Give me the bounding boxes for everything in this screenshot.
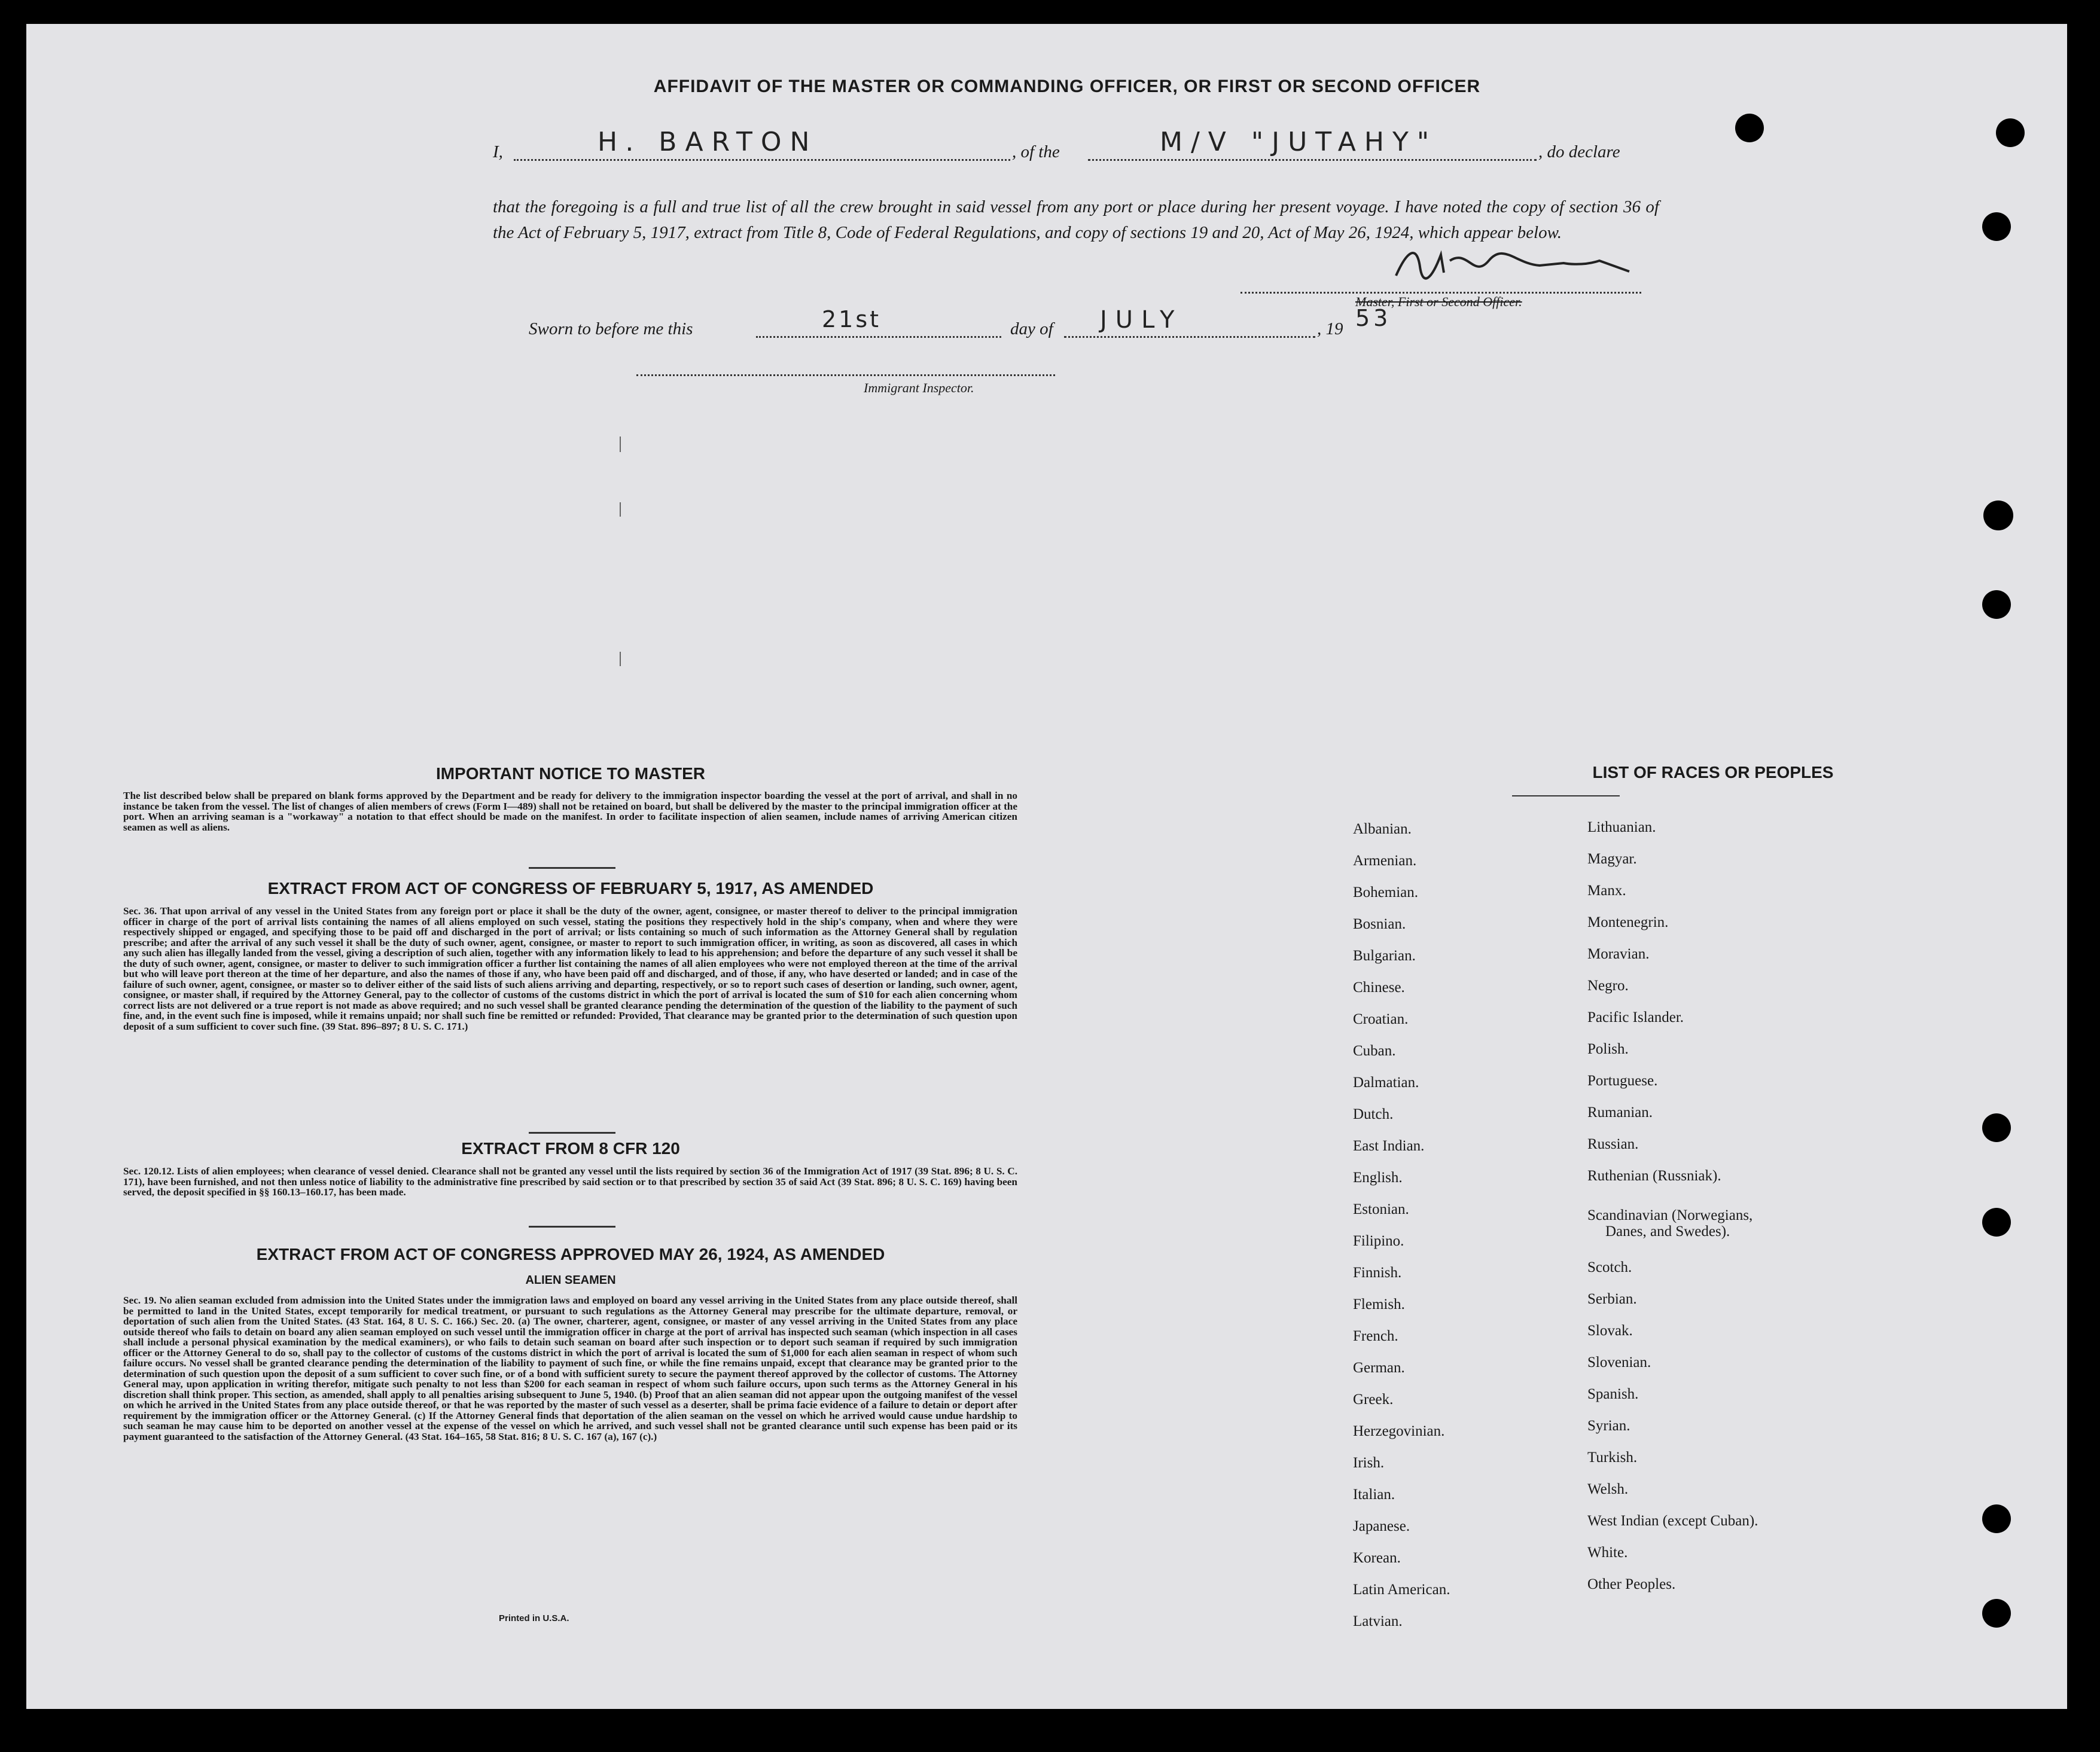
binder-hole bbox=[1982, 1113, 2011, 1142]
race-item: Italian. bbox=[1353, 1487, 1395, 1503]
year-label: , 19 bbox=[1317, 319, 1343, 338]
binder-hole bbox=[1983, 500, 2013, 530]
master-name-field[interactable] bbox=[514, 127, 1010, 161]
binder-hole bbox=[1735, 114, 1764, 142]
sworn-month-value: JULY bbox=[1100, 306, 1183, 334]
race-item: Cuban. bbox=[1353, 1043, 1396, 1059]
race-item: Welsh. bbox=[1587, 1481, 1629, 1497]
sworn-day-field[interactable] bbox=[756, 306, 1001, 338]
race-item: Dutch. bbox=[1353, 1106, 1394, 1122]
race-item: English. bbox=[1353, 1170, 1403, 1186]
race-item: Herzegovinian. bbox=[1353, 1423, 1445, 1439]
document-page bbox=[26, 24, 2067, 1709]
race-item: Danes, and Swedes). bbox=[1605, 1223, 1730, 1240]
race-item: Ruthenian (Russniak). bbox=[1587, 1168, 1721, 1184]
race-item: Russian. bbox=[1587, 1136, 1639, 1152]
race-item: Negro. bbox=[1587, 978, 1629, 994]
sworn-day-value: 21st bbox=[822, 306, 882, 332]
race-item: Serbian. bbox=[1587, 1291, 1637, 1307]
race-item: Estonian. bbox=[1353, 1201, 1409, 1217]
race-item: Pacific Islander. bbox=[1587, 1009, 1684, 1025]
race-item: Latin American. bbox=[1353, 1582, 1450, 1598]
vessel-name-value: M/V "JUTAHY" bbox=[1160, 127, 1438, 157]
race-item: Montenegrin. bbox=[1587, 914, 1669, 930]
race-item: German. bbox=[1353, 1360, 1405, 1376]
extract-1924-title: EXTRACT FROM ACT OF CONGRESS APPROVED MAY 26, 1924, AS AMENDED bbox=[256, 1245, 885, 1263]
race-item: Portuguese. bbox=[1587, 1073, 1658, 1089]
section-divider bbox=[529, 1132, 615, 1134]
race-item: Irish. bbox=[1353, 1455, 1385, 1471]
races-title: LIST OF RACES OR PEOPLES bbox=[1592, 763, 1834, 782]
race-item: Moravian. bbox=[1587, 946, 1650, 962]
race-item: Filipino. bbox=[1353, 1233, 1404, 1249]
race-item: White. bbox=[1587, 1545, 1628, 1561]
binder-hole bbox=[1982, 1504, 2011, 1533]
race-item: Finnish. bbox=[1353, 1265, 1402, 1281]
binder-hole bbox=[1982, 590, 2011, 619]
race-item: Bohemian. bbox=[1353, 884, 1419, 901]
signature-field[interactable] bbox=[1241, 268, 1641, 294]
signature-mark bbox=[1384, 243, 1635, 285]
race-item: Syrian. bbox=[1587, 1418, 1630, 1434]
race-item: Dalmatian. bbox=[1353, 1075, 1419, 1091]
fold-mark bbox=[620, 652, 621, 666]
race-item: Bosnian. bbox=[1353, 916, 1406, 932]
notice-title: IMPORTANT NOTICE TO MASTER bbox=[435, 764, 706, 783]
section-divider bbox=[529, 1226, 615, 1228]
sworn-month-field[interactable] bbox=[1064, 306, 1315, 338]
binder-hole bbox=[1982, 212, 2011, 241]
fold-mark bbox=[620, 437, 621, 452]
pronoun-label: I, bbox=[493, 142, 503, 161]
binder-hole bbox=[1982, 1208, 2011, 1237]
year-value: 53 bbox=[1355, 305, 1392, 331]
race-item: Chinese. bbox=[1353, 979, 1405, 996]
race-item: French. bbox=[1353, 1328, 1398, 1344]
race-item: Latvian. bbox=[1353, 1613, 1403, 1629]
race-item: Flemish. bbox=[1353, 1296, 1405, 1313]
race-item: Bulgarian. bbox=[1353, 948, 1416, 964]
race-item: Korean. bbox=[1353, 1550, 1401, 1566]
do-declare-label: , do declare bbox=[1538, 142, 1620, 161]
race-item: Armenian. bbox=[1353, 853, 1417, 869]
race-item: Croatian. bbox=[1353, 1011, 1409, 1027]
inspector-label: Immigrant Inspector. bbox=[864, 380, 974, 395]
extract-1917-text: Sec. 36. That upon arrival of any vessel in the United States from any foreign port or place it shall be the duty of the owner, agent, consignee, or master thereof to deliver to the principal immigration officer in charge of the port of arrival lists containing the names of all aliens employed on such vessel, stating the positions they respectively hold in the ship's company, when and where they were respectively shipped or engaged, and specifying those to be paid off and discharged in the port of arrival; or lists containing so much of such information as the Attorney General shall by regulation prescribe; and after the arrival of any such vessel it shall be the duty of such owner, agent, consignee, or master to report to such immigration officer, in writing, as soon as discovered, all cases in which any such alien has illegally landed from the vessel, giving a description of such alien, together with any information likely to lead to his apprehension; and before the departure of any such vessel it shall be the duty of such owner, agent, consignee, or master to deliver to such immigration officer a further list containing the names of all alien employees who were not employed thereon at the time of the arrival but who will leave port thereon at the time of her departure, and also the names of those if any, who have been paid off and discharged, and of those, if any, who have deserted or landed; and in case of the failure of such owner, agent, consignee, or master so to deliver either of the said lists of such aliens arriving and departing, respectively, or so to report such cases of desertion or landing, such owner, agent, consignee, or master shall, if required by the Attorney General, pay to the collector of customs of the customs district in which the port of arrival is located the sum of $10 for each alien concerning whom correct lists are not delivered or a true report is not made as above required; and no such vessel shall be granted clearance pending the determination of the question of the liability to the payment of such fine, and, in the event such fine is imposed, while it remains unpaid; nor shall such fine be remitted or refunded: Provided, That clearance may be granted prior to the determination of such question upon deposit of a sum sufficient to cover such fine. (39 Stat. 896–897; 8 U. S. C. 171.) bbox=[123, 905, 1017, 1032]
race-item: Albanian. bbox=[1353, 821, 1412, 837]
race-item: Other Peoples. bbox=[1587, 1576, 1676, 1592]
race-item: Lithuanian. bbox=[1587, 819, 1656, 835]
race-item: West Indian (except Cuban). bbox=[1587, 1513, 1758, 1529]
printed-in-label: Printed in U.S.A. bbox=[499, 1613, 569, 1623]
notice-text: The list described below shall be prepared on blank forms approved by the Department and be ready for delivery to the immigration inspector boarding the vessel at the port of arrival, and shall in no instance be taken from the vessel. The list of changes of alien members of crews (Form I—489) shall not be retained on board, but shall be delivered by the master to the principal immigration officer at the port. When an arriving seaman is a "workaway" a notation to that effect should be made on the manifest. In order to facilitate inspection of alien seamen, include names of arriving American citizen seamen as well as aliens. bbox=[123, 790, 1017, 833]
extract-1924-text: Sec. 19. No alien seaman excluded from admission into the United States under the immigration laws and employed on board any vessel arriving in the United States from any place outside thereof, shall be permitted to land in the United States, except temporarily for medical treatment, or pursuant to such regulations as the Attorney General may prescribe for the ultimate departure, removal, or deportation of such alien from the United States. (43 Stat. 164, 8 U. S. C. 166.) Sec. 20. (a) The owner, charterer, agent, consignee, or master of any vessel arriving in the United States from any place outside thereof who fails to detain on board any alien seaman employed on such vessel until the immigration officer in charge at the port of arrival has inspected such seaman (which inspection in all cases shall include a personal physical examination by the medical examiners), or who fails to detain such seaman on board after such inspection or to deport such seaman if required by such immigration officer or the Attorney General to do so, shall pay to the collector of customs of the customs district in which the port of arrival is located the sum of $1,000 for each alien seaman in respect of whom such failure occurs. No vessel shall be granted clearance pending the determination of the liability to payment of such fine, or while the fine remains unpaid, except that clearance may be granted prior to the determination of such question upon the deposit of a sum sufficient to cover such fine, or of a bond with sufficient surety to secure the payment thereof approved by the collector of customs. The Attorney General may, upon application in writing therefor, mitigate such penalty to not less than $200 for each seaman in respect of whom such failure occurs, upon such terms as the Attorney General in his discretion shall think proper. This section, as amended, shall apply to all penalties arising subsequent to June 5, 1940. (b) Proof that an alien seaman did not appear upon the outgoing manifest of the vessel on which he arrived in the United States from any place outside thereof, or that he was reported by the master of such vessel as a deserter, shall be prima facie evidence of a failure to detain or deport after requirement by the immigration officer or the Attorney General. (c) If the Attorney General finds that deportation of the alien seaman on the vessel on which he arrived would cause undue hardship to such seaman he may cause him to be deported on another vessel at the expense of the vessel on which he arrived, and such vessel shall not be granted clearance until such expense has been paid or its payment guaranteed to the satisfaction of the Attorney General. (43 Stat. 164–165, 58 Stat. 816; 8 U. S. C. 167 (a), 167 (c).) bbox=[123, 1295, 1017, 1442]
race-item: Scandinavian (Norwegians, bbox=[1587, 1207, 1753, 1223]
race-item: Scotch. bbox=[1587, 1259, 1632, 1275]
binder-hole bbox=[1996, 118, 2025, 147]
extract-cfr-text: Sec. 120.12. Lists of alien employees; when clearance of vessel denied. Clearance shall not be granted any vessel until the lists required by section 36 of the Immigration Act of 1917 (39 Stat. 896; 8 U. S. C. 171), have been furnished, and not then unless notice of liability to the administrative fine prescribed by said section or to that prescribed by section 35 of said Act (39 Stat. 896; 8 U. S. C. 169) having been served, the deposit specified in §§ 160.13–160.17, has been made. bbox=[123, 1165, 1017, 1198]
master-name-value: H. BARTON bbox=[598, 127, 818, 157]
sworn-label: Sworn to before me this bbox=[529, 319, 693, 338]
race-item: Magyar. bbox=[1587, 851, 1637, 867]
affidavit-title: AFFIDAVIT OF THE MASTER OR COMMANDING OFFICER, OR FIRST OR SECOND OFFICER bbox=[653, 77, 1481, 96]
race-item: Japanese. bbox=[1353, 1518, 1410, 1534]
races-title-rule bbox=[1512, 795, 1620, 796]
day-of-label: day of bbox=[1010, 319, 1053, 338]
vessel-name-field[interactable] bbox=[1088, 127, 1537, 161]
race-item: Rumanian. bbox=[1587, 1104, 1653, 1121]
race-item: Slovenian. bbox=[1587, 1354, 1651, 1371]
signature-label-text: Master, First or Second Officer. bbox=[1355, 294, 1522, 309]
of-the-label: , of the bbox=[1012, 142, 1060, 161]
extract-cfr-title: EXTRACT FROM 8 CFR 120 bbox=[461, 1139, 680, 1158]
extract-1917-title: EXTRACT FROM ACT OF CONGRESS OF FEBRUARY 5, 1917, AS AMENDED bbox=[267, 879, 874, 898]
fold-mark bbox=[620, 502, 621, 517]
alien-seamen-subtitle: ALIEN SEAMEN bbox=[525, 1274, 616, 1287]
race-item: Turkish. bbox=[1587, 1449, 1638, 1466]
race-item: East Indian. bbox=[1353, 1138, 1425, 1154]
declaration-text: that the foregoing is a full and true list of all the crew brought in said vessel from any port or place during her present voyage. I have noted the copy of section 36 of the Act of February 5, 1917, extract from Title 8, Code of Federal Regulations, and copy of sections 19 and 20, Act of May 26, 1924, which appear below. bbox=[493, 197, 1659, 242]
binder-hole bbox=[1982, 1599, 2011, 1628]
section-divider bbox=[529, 867, 615, 869]
inspector-signature-line[interactable] bbox=[636, 373, 1055, 376]
race-item: Manx. bbox=[1587, 883, 1626, 899]
race-item: Spanish. bbox=[1587, 1386, 1639, 1402]
race-item: Slovak. bbox=[1587, 1323, 1633, 1339]
race-item: Greek. bbox=[1353, 1391, 1394, 1408]
race-item: Polish. bbox=[1587, 1041, 1629, 1057]
